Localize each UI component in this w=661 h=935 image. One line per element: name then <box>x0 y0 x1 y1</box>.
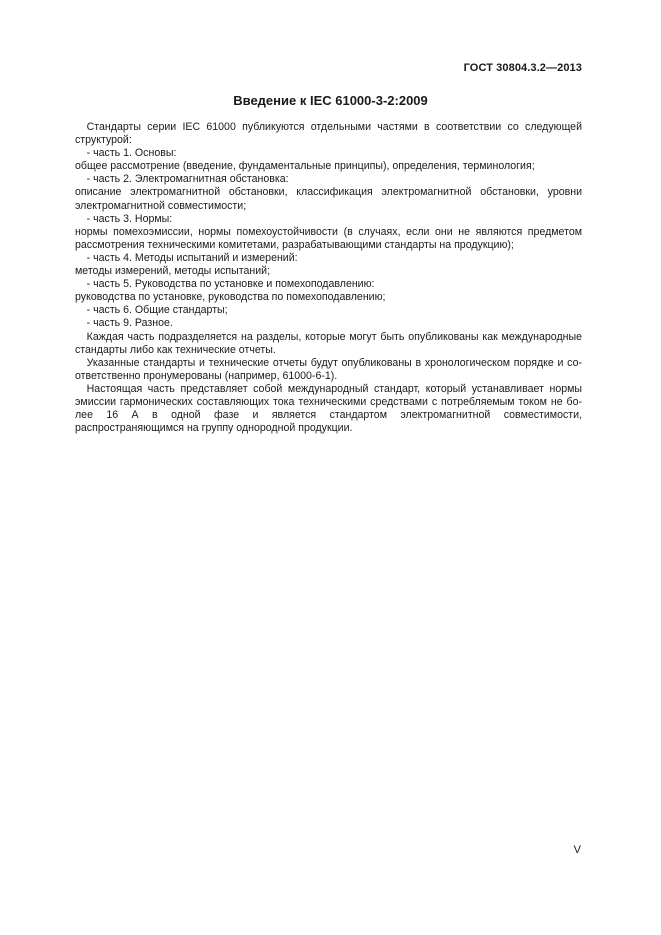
list-item-part-5-desc: руководства по установке, руководства по помехоподавлению; <box>75 291 386 304</box>
list-item-part-2-desc: описание электромагнитной обстановки, классификация электромагнитной обстановки, уровни электромагнитной совместимости; <box>75 186 582 212</box>
list-item-part-3-desc: нормы помехоэмиссии, нормы помехоустойчивости (в случаях, если они не являются предметом рассмотрения техническими комитетами, разрабатывающими стандарты на продукцию); <box>75 225 582 251</box>
page-number: V <box>573 844 581 856</box>
paragraph-scope: Настоящая часть представляет собой международный стандарт, который устанавливает нормы эмиссии гармонических составляющих тока техническими средствами с потребляемым током не бо-лее 16 А в одной фазе и является стандартом электромагнитной совместимости, распространяющимся на группу однородной продукции. <box>75 382 582 435</box>
paragraph-sections: Каждая часть подразделяется на разделы, которые могут быть опубликованы как международные стандарты либо как технические отчеты. <box>75 330 582 356</box>
list-item-part-2: - часть 2. Электромагнитная обстановка: <box>86 173 289 186</box>
list-item-part-1-desc: общее рассмотрение (введение, фундаментальные принципы), определения, терминология; <box>75 160 535 173</box>
list-item-part-3: - часть 3. Нормы: <box>86 212 173 225</box>
paragraph-intro: Стандарты серии IEC 61000 публикуются отдельными частями в соответствии со следующей структурой: <box>75 121 582 147</box>
document-header-code: ГОСТ 30804.3.2—2013 <box>463 62 582 74</box>
list-item-part-4: - часть 4. Методы испытаний и измерений: <box>86 251 298 264</box>
page-title: Введение к IEC 61000-3-2:2009 <box>233 93 428 108</box>
list-item-part-1: - часть 1. Основы: <box>86 147 177 160</box>
list-item-part-4-desc: методы измерений, методы испытаний; <box>75 265 271 278</box>
document-body <box>75 121 582 435</box>
list-item-part-5: - часть 5. Руководства по установке и помехоподавлению: <box>86 278 375 291</box>
paragraph-numbering: Указанные стандарты и технические отчеты будут опубликованы в хронологическом порядке и со-ответственно пронумерованы (например, 61000-6-1). <box>75 356 582 382</box>
list-item-part-6: - часть 6. Общие стандарты; <box>86 304 228 317</box>
list-item-part-9: - часть 9. Разное. <box>86 317 173 330</box>
